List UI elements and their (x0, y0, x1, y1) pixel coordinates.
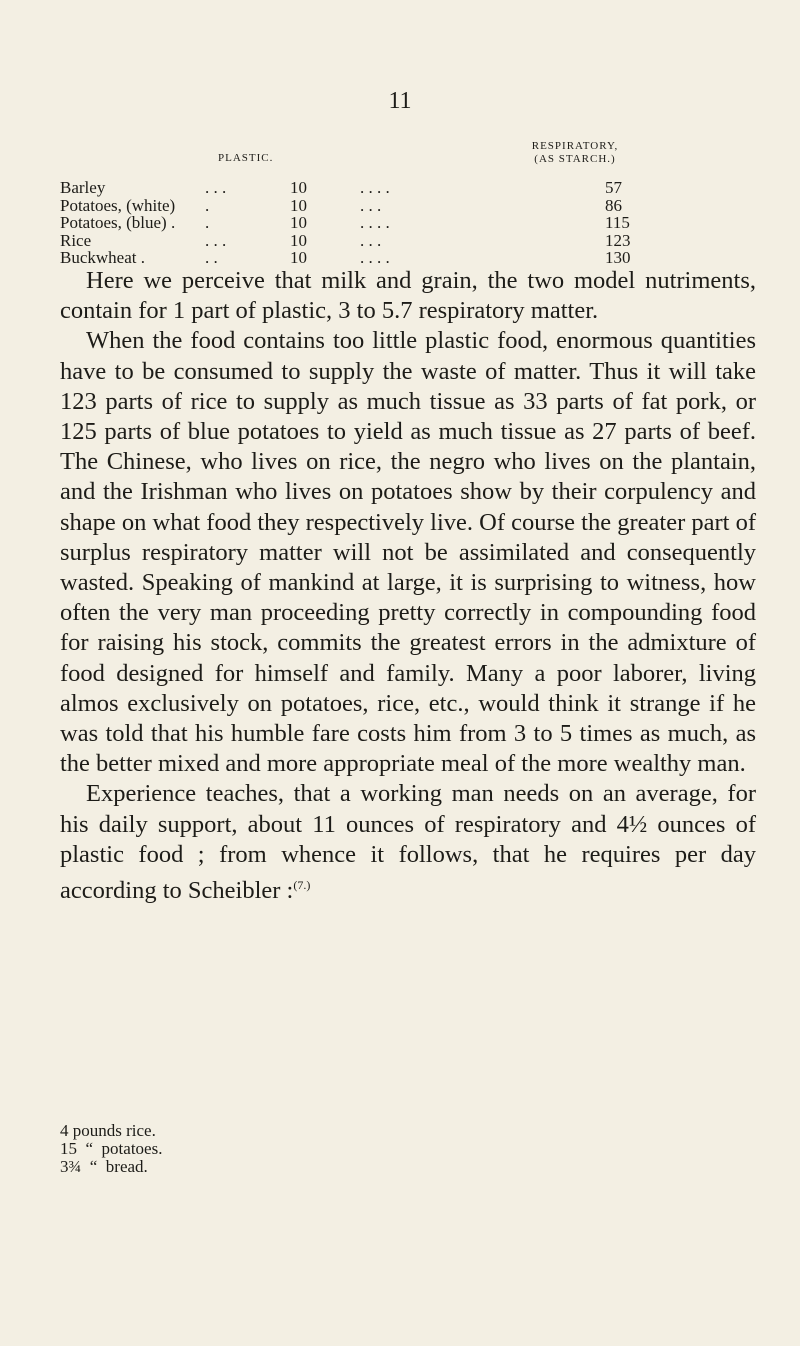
list-item: 4 pounds rice. (60, 1121, 156, 1140)
leader-dots: . (205, 195, 210, 215)
header-plastic: PLASTIC. (218, 152, 274, 164)
leader-dots: . . . (360, 230, 382, 250)
plastic-value: 10 (290, 195, 307, 215)
paragraph: Here we perceive that milk and grain, the two model nutriments, contain for 1 part of plastic, 3 to 5.7 respiratory matter. (60, 267, 756, 325)
paragraph (60, 779, 756, 906)
leader-dots: . . . . (360, 248, 390, 267)
header-respiratory-sub: (AS STARCH.) (534, 153, 616, 165)
list-item: 15 “ potatoes. (60, 1139, 163, 1158)
footnote-ref: (7.) (293, 878, 311, 893)
body-text (60, 266, 756, 906)
plastic-value: 10 (290, 178, 307, 197)
respiratory-value: 123 (605, 230, 631, 250)
leader-dots: . . . . (360, 213, 390, 232)
respiratory-value: 130 (605, 248, 631, 267)
leader-dots: . . . (205, 230, 227, 250)
header-respiratory-title: RESPIRATORY, (531, 140, 619, 152)
page-number: 11 (388, 88, 412, 114)
paragraph: When the food contains too little plastic food, enormous quantities have to be consumed to supply the waste of matter. Thus it will take 123 parts of rice to supply as much tissue as 33 parts of fat pork, or 125 parts of blue potatoes to yield as much tissue as 27 parts of beef. The Chinese, who lives on rice, the negro who lives on the plantain, and the Irishman who lives on potatoes show by their corpulency and shape on what food they respectively live. Of course the greater part of surplus respiratory matter will not be assimilated and consequently wasted. Speaking of mankind at large, it is surprising to witness, how often the very man proceeding pretty correctly in compounding food for raising his stock, commits the greatest errors in the admixture of food designed for himself and family. Many a poor laborer, living almos exclusively on potatoes, rice, etc., would think it strange if he was told that his humble fare costs him from 3 to 5 times as much, as the better mixed and more appropriate meal of the more wealthy man. (60, 327, 756, 778)
header-respiratory (470, 140, 680, 166)
list-item: 3¾ “ bread. (60, 1157, 148, 1176)
leader-dots: . . (205, 248, 218, 267)
plastic-value: 10 (290, 213, 307, 232)
respiratory-value: 57 (605, 178, 622, 197)
food-name: Rice (60, 230, 92, 250)
food-name: Potatoes, (white) (60, 195, 176, 215)
leader-dots: . . . (205, 178, 227, 197)
food-name: Buckwheat . (60, 248, 145, 267)
ration-list (60, 1122, 162, 1176)
respiratory-value: 86 (605, 195, 622, 215)
paragraph-text: Experience teaches, that a working man needs on an average, for his daily support, about 11 ounces of respiratory and 4½ ounces of plastic food ; from whence it follows, that he requires per day according to Scheibler : (60, 780, 756, 905)
leader-dots: . . . (360, 195, 382, 215)
leader-dots: . (205, 213, 210, 232)
respiratory-value: 115 (605, 213, 630, 232)
plastic-value: 10 (290, 230, 307, 250)
food-name: Potatoes, (blue) . (60, 213, 176, 232)
food-name: Barley (60, 178, 106, 197)
leader-dots: . . . . (360, 178, 390, 197)
plastic-value: 10 (290, 248, 307, 267)
